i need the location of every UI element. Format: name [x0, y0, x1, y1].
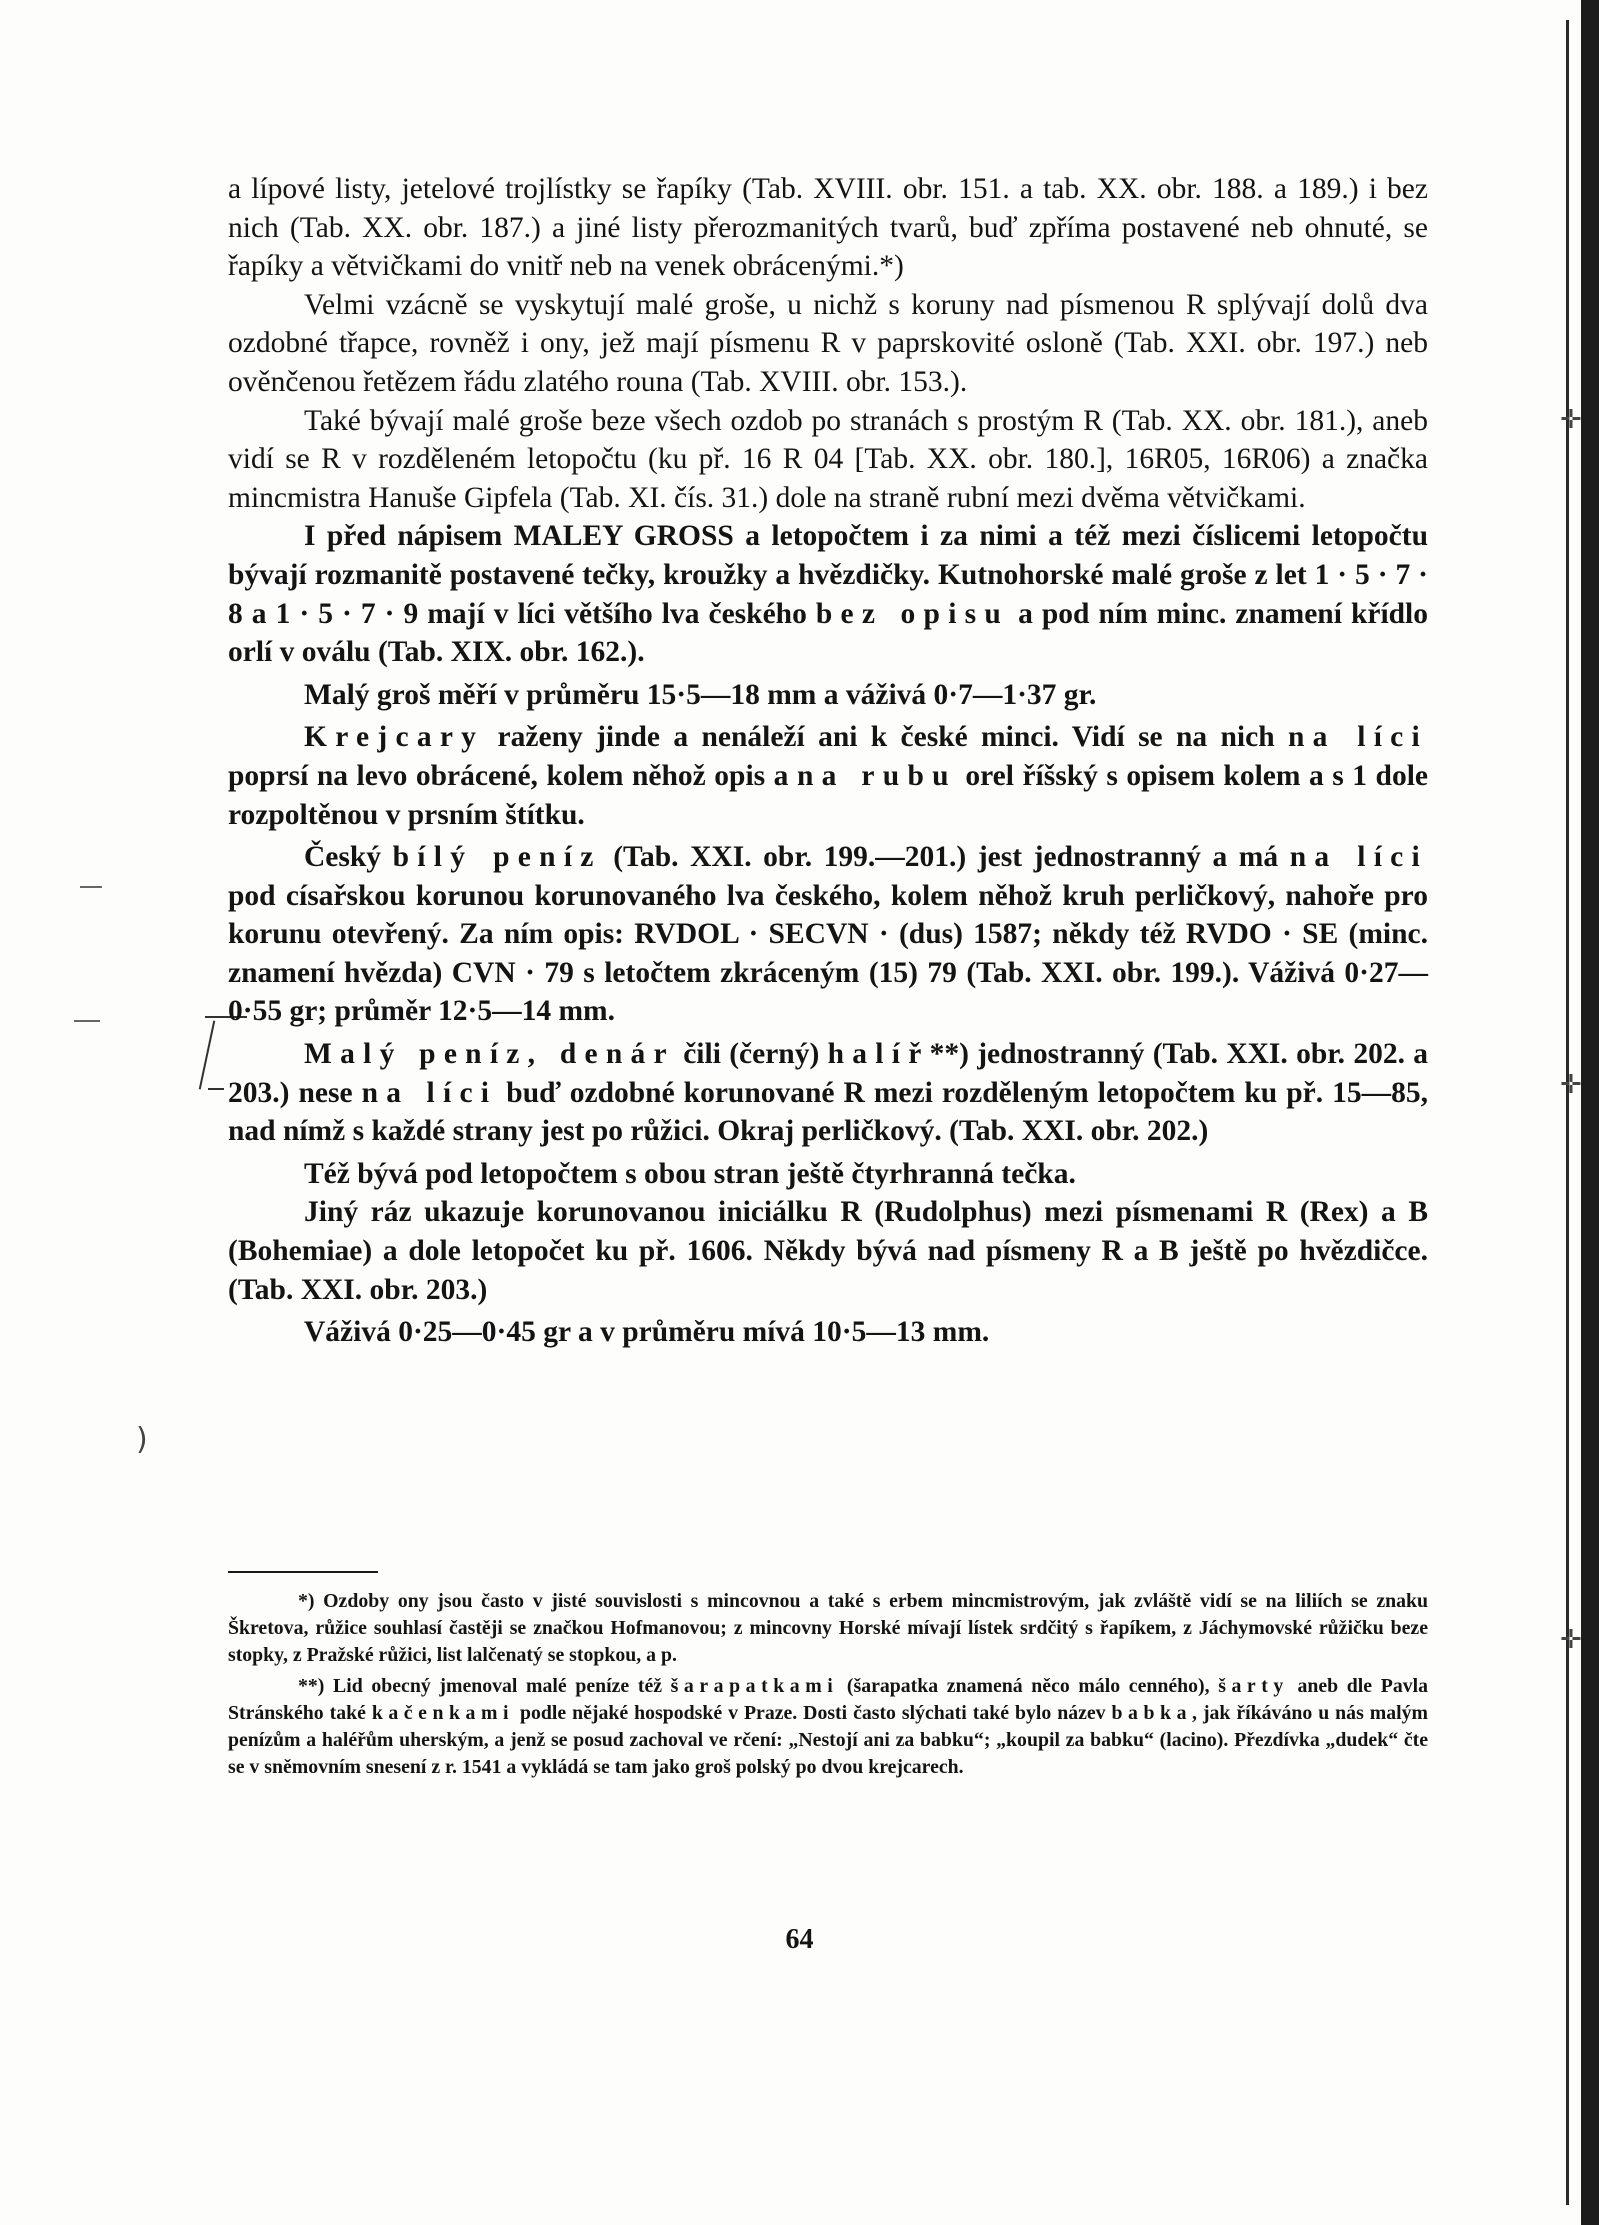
- paragraph: Také bývají malé groše beze všech ozdob po stranách s prostým R (Tab. XX. obr. 181.), aneb vidí se R v rozděleném letopočtu (ku př. 16 R 04 [Tab. XX. obr. 180.], 16R05, 16R06) a značka mincmistra Hanuše Gipfela (Tab. XI. čís. 31.) dole na straně rubní mezi dvěma větvičkami.: [228, 404, 1428, 514]
- spaced-term: na rubu: [796, 759, 957, 792]
- text-run: orel říšský s opisem kolem a s 1 dole rozpoltěnou v prsním štítku.: [228, 759, 1428, 831]
- text-run: (Tab. XXI. obr. 199.—201.) jest jednostranný a má: [601, 841, 1290, 874]
- spaced-term: babka: [1111, 1701, 1193, 1724]
- text-run: Český: [304, 841, 393, 874]
- spaced-term: na líci: [1289, 841, 1428, 874]
- text-run: aneb dle Pavla Stránského také: [228, 1674, 1428, 1724]
- text-run: **) Lid obecný jmenoval malé peníze též: [298, 1674, 671, 1697]
- spaced-term: Krejcary: [304, 721, 485, 754]
- spaced-term: Malý peníz, denár: [304, 1038, 675, 1071]
- paragraph: [228, 718, 1428, 834]
- text-run: buď ozdobné korunované R mezi rozděleným letopočtem ku př. 15—85, nad nímž s každé strany jest po růžici. Okraj perličkový. (Tab. XXI. obr. 202.): [228, 1076, 1428, 1148]
- paragraph: [228, 838, 1428, 1031]
- paragraph: Malý groš měří v průměru 15·5—18 mm a váživá 0·7—1·37 gr.: [304, 678, 1097, 711]
- text-run: , jak říkáváno u nás malým penízům a haléřům uherským, a jenž se posud zachoval ve rčení: „Nestojí ani za babku“; „koupil za babku“ (lacino). Přezdívka „dudek“ čte se v sněmovním snesení z r. 1541 a vykládá se tam jako groš polský po dvou krejcarech.: [228, 1701, 1428, 1779]
- text-run: raženy jinde a nenáleží ani k české minci. Vidí se na nich: [484, 721, 1288, 754]
- footnote-rule: [228, 1571, 378, 1573]
- scan-border: [1581, 0, 1599, 2225]
- paragraph: Velmi vzácně se vyskytují malé groše, u nichž s koruny nad písmenou R splývají dolů dva ozdobné třapce, rovněž i ony, jež mají písmenu R v paprskovité osloně (Tab. XXI. obr. 197.) neb ověnčenou řetězem řádu zlatého rouna (Tab. XVIII. obr. 153.).: [228, 288, 1428, 398]
- text-run: podle nějaké hospodské v Praze. Dosti často slýchati také bylo název: [514, 1701, 1112, 1724]
- footnote: *) Ozdoby ony jsou často v jisté souvislosti s mincovnou a také s erbem mincmistrovým, jak zvláště vidí se na liliích se znaku Škretova, růžice souhlasí častěji se značkou Hofmanovou; z mincovny Horské mívají lístek srdčitý s řapíkem, z Jáchymovské růžičku beze stopky, z Pražské růžici, list lalčenatý se stopkou, a p.: [228, 1590, 1428, 1667]
- paragraph: Váživá 0·25—0·45 gr a v průměru mívá 10·5—13 mm.: [304, 1316, 990, 1349]
- spaced-term: bílý peníz: [392, 841, 602, 874]
- paragraph: [228, 517, 1428, 671]
- spaced-term: na líci: [361, 1076, 498, 1109]
- margin-mark: [74, 1020, 100, 1022]
- text-run: a pod ním minc. znamení křídlo orlí v oválu (Tab. XIX. obr. 162.).: [228, 597, 1428, 669]
- paragraph: Jiný ráz ukazuje korunovanou iniciálku R (Rudolphus) mezi písmenami R (Rex) a B (Bohemiae) a dole letopočet ku př. 1606. Někdy bývá nad písmeny R a B ještě po hvězdičce. (Tab. XXI. obr. 203.): [228, 1196, 1428, 1306]
- margin-arrow-icon: ✛: [1560, 1625, 1582, 1655]
- margin-mark: [80, 886, 102, 888]
- text-run: I před nápisem MALEY GROSS a letopočtem i za nimi a též mezi číslicemi letopočtu bývají rozmanitě postavené tečky, kroužky a hvězdičky. Kutnohorské malé groše z let 1 · 5 · 7 · 8 a 1 · 5 · 7 · 9 mají v líci většího lva českého: [228, 520, 1428, 630]
- text-run: **) jednostranný (Tab. XXI. obr. 202. a 203.) nese: [228, 1038, 1429, 1109]
- text-run: (šarapatka znamená něco málo cenného),: [838, 1674, 1219, 1697]
- margin-mark: [199, 1021, 216, 1090]
- footnote: [228, 1673, 1428, 1782]
- paragraph: [228, 1035, 1428, 1151]
- margin-arrow-icon: ✛: [1560, 405, 1582, 435]
- spaced-term: na líci: [1287, 721, 1428, 754]
- margin-mark: [208, 1088, 224, 1090]
- text-run: poprsí na levo obrácené, kolem něhož opis a: [228, 759, 797, 792]
- text-run: pod císařskou korunou korunovaného lva českého, kolem něhož kruh perličkový, nahoře pro korunu otevřený. Za ním opis: RVDOL · SECVN · (dus) 1587; někdy též RVDO · SE (minc. znamení hvězda) CVN · 79 s letočtem zkráceným (15) 79 (Tab. XXI. obr. 199.). Váživá 0·27—0·55 gr; průměr 12·5—14 mm.: [228, 879, 1428, 1028]
- body-text: [228, 170, 1428, 1352]
- spaced-term: kačenkami: [371, 1701, 515, 1724]
- binding-line: [1566, 20, 1569, 2205]
- paragraph: Též bývá pod letopočtem s obou stran ještě čtyrhranná tečka.: [304, 1157, 1076, 1190]
- pencil-annotation: ): [136, 1422, 148, 1457]
- spaced-term: šarty: [1218, 1674, 1289, 1697]
- page-number: 64: [785, 1924, 814, 1955]
- paragraph: a lípové listy, jetelové trojlístky se řapíky (Tab. XVIII. obr. 151. a tab. XX. obr. 188. a 189.) i bez nich (Tab. XX. obr. 187.) a jiné listy přerozmanitých tvarů, buď zpříma postavené neb ohnuté, se řapíky a větvičkami do vnitř neb na venek obrácenými.*): [228, 173, 1428, 283]
- spaced-term: halíř: [827, 1038, 930, 1071]
- spaced-term: bez opisu: [815, 597, 1010, 630]
- margin-arrow-icon: ✛: [1560, 1070, 1582, 1100]
- spaced-term: šarapatkami: [670, 1674, 839, 1697]
- footnotes: [228, 1588, 1428, 1781]
- text-run: čili (černý): [674, 1038, 828, 1071]
